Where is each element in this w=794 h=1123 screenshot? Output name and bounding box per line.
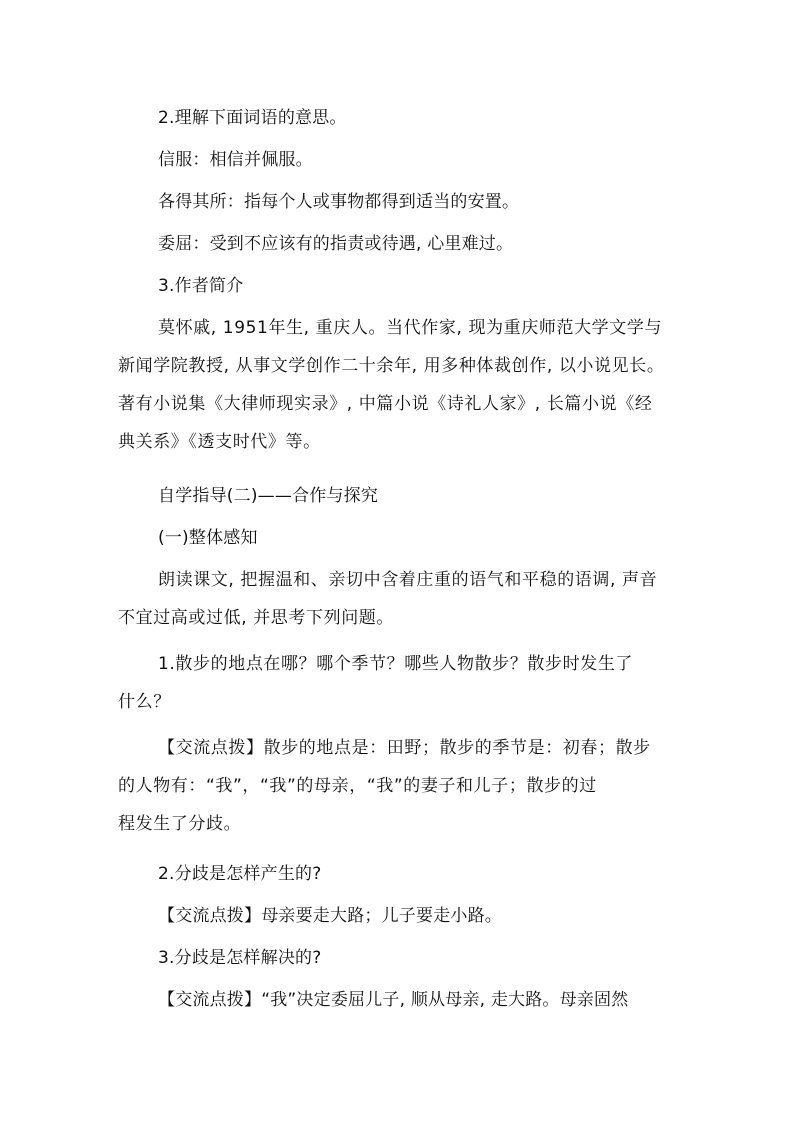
question-1: [118, 645, 693, 721]
question-2: 2.分歧是怎样产生的?: [158, 864, 322, 884]
question-line: 什么？: [118, 692, 171, 712]
section-heading-cooperation: 自学指导(二)——合作与探究: [158, 486, 379, 506]
definition-gedeqisuo: 各得其所：指每个人或事物都得到适当的安置。: [158, 192, 520, 212]
answer-line: 的人物有：“我”，“我”的母亲，“我”的妻子和儿子；散步的过: [118, 776, 597, 796]
definition-weiqu: 委屈：受到不应该有的指责或待遇, 心里难过。: [158, 234, 514, 254]
bio-line: 新闻学院教授, 从事文学创作二十余年, 用多种体裁创作, 以小说见长。: [118, 356, 665, 376]
bio-line: 莫怀戚, 1951年生, 重庆人。当代作家, 现为重庆师范大学文学与: [158, 318, 663, 338]
subsection-heading-overall: (一)整体感知: [158, 528, 258, 548]
bio-line: 著有小说集《大律师现实录》, 中篇小说《诗礼人家》, 长篇小说《经: [118, 394, 653, 414]
author-bio-paragraph: [118, 309, 693, 461]
instruction-line: 不宜过高或过低, 并思考下列问题。: [118, 608, 395, 628]
bio-line: 典关系》《透支时代》等。: [118, 432, 321, 452]
definition-xinfu: 信服：相信并佩服。: [158, 150, 313, 170]
question-line: 1.散步的地点在哪？哪个季节？哪些人物散步？散步时发生了: [158, 654, 634, 674]
item-2-heading: 2.理解下面词语的意思。: [158, 108, 347, 128]
question-3: 3.分歧是怎样解决的?: [158, 948, 322, 968]
reading-instruction-paragraph: [118, 561, 693, 637]
answer-2: 【交流点拨】母亲要走大路；儿子要走小路。: [158, 906, 502, 926]
answer-1: [118, 729, 693, 843]
answer-line: 程发生了分歧。: [118, 814, 242, 834]
item-3-heading: 3.作者简介: [158, 276, 244, 296]
instruction-line: 朗读课文, 把握温和、亲切中含着庄重的语气和平稳的语调, 声音: [158, 570, 658, 590]
answer-3: 【交流点拨】“我”决定委屈儿子, 顺从母亲, 走大路。母亲固然: [158, 990, 629, 1010]
answer-line: 【交流点拨】散步的地点是：田野；散步的季节是：初春；散步: [158, 738, 651, 758]
